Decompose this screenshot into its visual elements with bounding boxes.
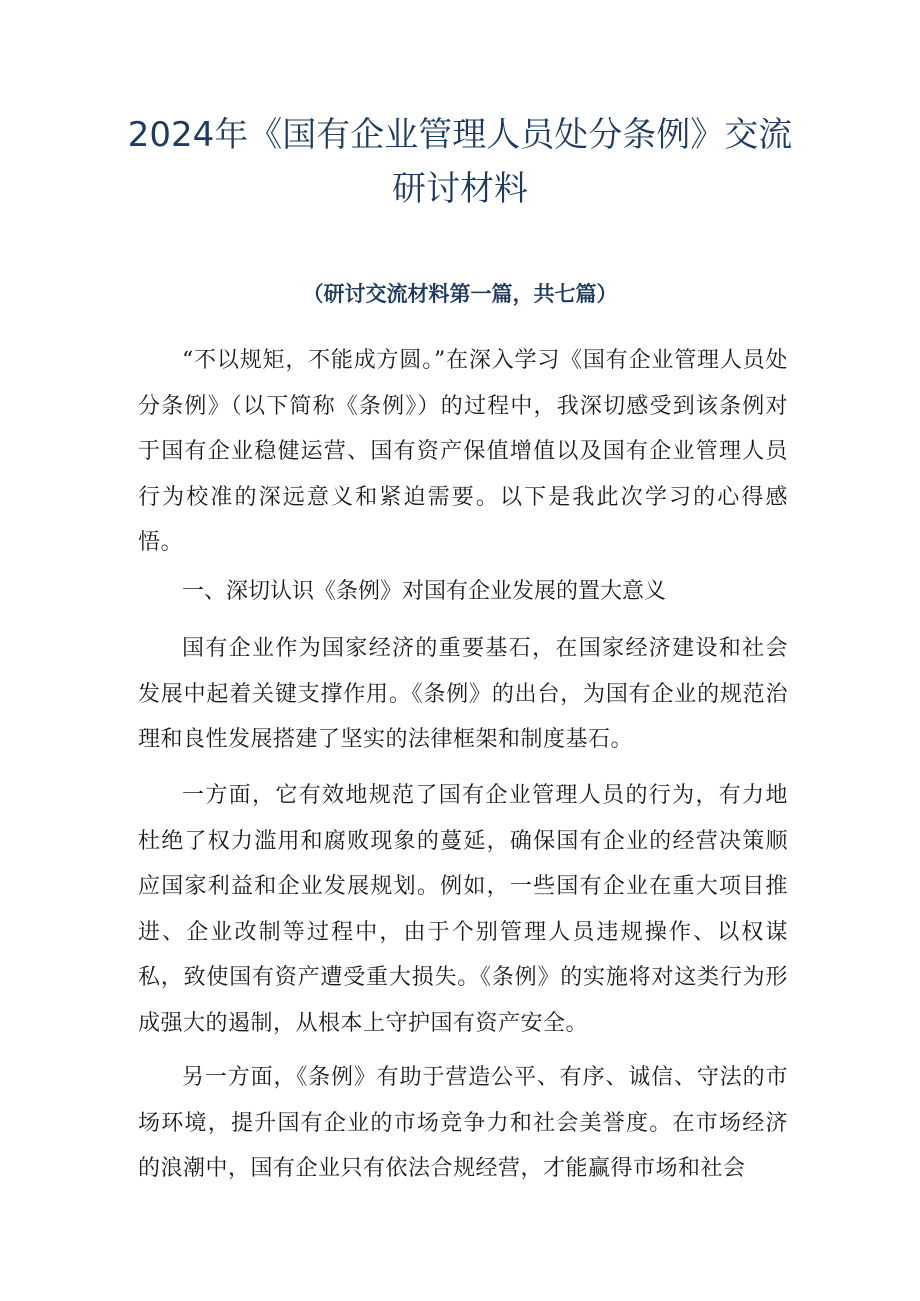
section-heading: 一、深切认识《条例》对国有企业发展的置大意义	[182, 579, 667, 604]
document-title: 2024年《国有企业管理人员处分条例》交流研讨材料	[127, 115, 793, 209]
document-subtitle: （研讨交流材料第一篇，共七篇）	[302, 282, 618, 306]
section-paragraph-1: 国有企业作为国家经济的重要基石，在国家经济建设和社会发展中起着关键支撑作用。《条例》的出台，为国有企业的规范治理和良性发展搭建了坚实的法律框架和制度基石。	[138, 636, 788, 752]
section-paragraph-3: 另一方面，《条例》有助于营造公平、有序、诚信、守法的市场环境，提升国有企业的市场竞争力和社会美誉度。在市场经济的浪潮中，国有企业只有依法合规经营，才能赢得市场和社会	[138, 1065, 788, 1181]
intro-paragraph: “不以规矩，不能成方圆。”在深入学习《国有企业管理人员处分条例》（以下简称《条例》）的过程中，我深切感受到该条例对于国有企业稳健运营、国有资产保值增值以及国有企业管理人员行为校准的深远意义和紧迫需要。以下是我此次学习的心得感悟。	[138, 348, 788, 555]
section-paragraph-2: 一方面，它有效地规范了国有企业管理人员的行为，有力地杜绝了权力滥用和腐败现象的蔓延，确保国有企业的经营决策顺应国家利益和企业发展规划。例如，一些国有企业在重大项目推进、企业改制等过程中，由于个别管理人员违规操作、以权谋私，致使国有资产遭受重大损失。《条例》的实施将对这类行为形成强大的遏制，从根本上守护国有资产安全。	[138, 783, 788, 1036]
